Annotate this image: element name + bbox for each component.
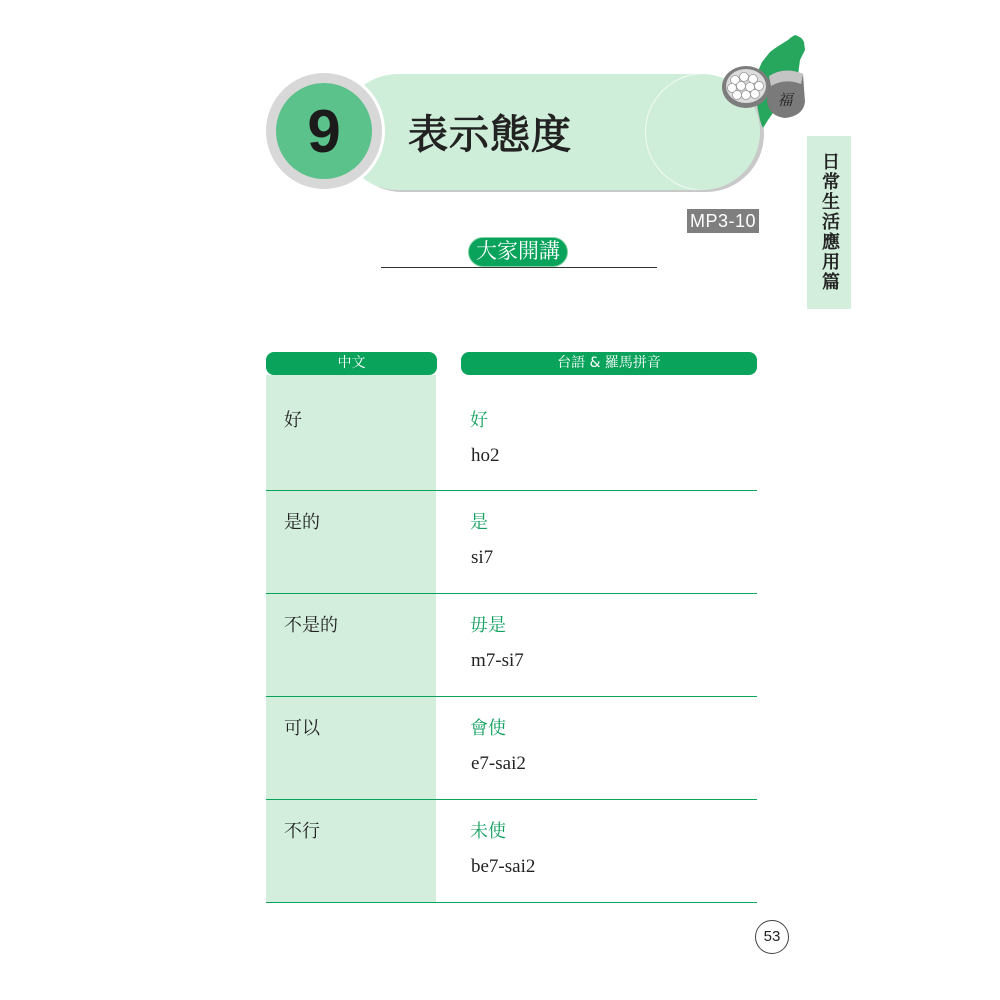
chinese-term: 不是的 <box>284 615 338 636</box>
romanization: e7-sai2 <box>471 753 526 774</box>
table-row <box>266 697 757 800</box>
fu-pouch-icon <box>763 62 807 120</box>
romanization: m7-si7 <box>471 650 524 671</box>
taiwanese-term: 未使 <box>470 821 506 842</box>
column-header-chinese: 中文 <box>266 352 437 375</box>
taiwanese-term: 好 <box>470 410 488 431</box>
taiwanese-term: 毋是 <box>470 615 506 636</box>
taiwanese-term: 會使 <box>470 718 506 739</box>
chinese-term: 是的 <box>284 512 320 533</box>
table-row <box>266 800 757 903</box>
chinese-term: 可以 <box>284 718 320 739</box>
section-heading: 大家開講 <box>468 237 568 267</box>
chinese-term: 好 <box>284 410 302 431</box>
taiwanese-term: 是 <box>470 512 488 533</box>
table-row <box>266 491 757 594</box>
chinese-term: 不行 <box>284 821 320 842</box>
lesson-number-badge <box>266 73 382 189</box>
romanization: si7 <box>471 547 494 568</box>
chapter-side-tab: 日常生活應用篇 <box>807 136 851 309</box>
table-row <box>266 389 757 491</box>
lesson-number: 9 <box>276 83 372 179</box>
section-underline <box>381 267 657 268</box>
lesson-title: 表示態度 <box>408 112 572 158</box>
romanization: be7-sai2 <box>471 856 536 877</box>
fu-pouch-label: 福 <box>777 91 793 109</box>
romanization: ho2 <box>471 445 500 466</box>
audio-track-badge: MP3-10 <box>687 209 759 233</box>
column-header-taiwanese: 台語 & 羅馬拼音 <box>461 352 757 375</box>
table-row <box>266 594 757 697</box>
page-number: 53 <box>755 920 789 954</box>
